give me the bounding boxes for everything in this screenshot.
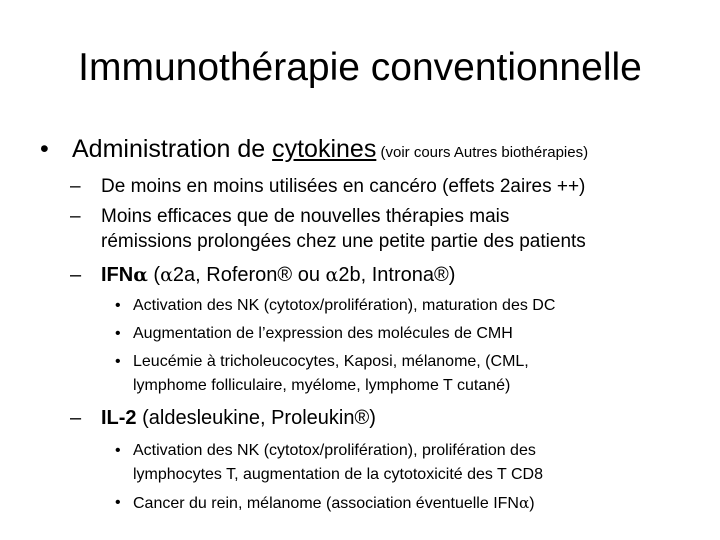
dash-marker: – — [70, 407, 82, 429]
bullet-marker: • — [115, 353, 121, 370]
bullet-marker: • — [115, 442, 121, 459]
slide-title: Immunothérapie conventionnelle — [78, 46, 642, 89]
bullet-marker: • — [115, 325, 121, 342]
slide: Immunothérapie conventionnelle • Administration de cytokines (voir cours Autres biothérapies) – De moins en moins utilisées en cancéro (effets 2aires ++) – Moins efficaces que de nouvelles thérapies mais rémissions prolongées chez une petite partie des patients – IFNα (α2a, Roferon® ou α2b, Introna®) • Activation des NK (cytotox/prolifération), maturation des DC • Augmentation de l’expression des molécules de CMH • Leucémie à tricholeucocytes, Kaposi, mélanome, (CML, lymphome folliculaire, myélome, lymphome T cutané) – IL-2 (aldesleukine, Proleukin®) • Activation des NK (cytotox/prolifération), prolifération des lymphocytes T, augmentation de la cytotoxicité des T CD8 • Cancer du rein, mélanome (association éventuelle IFNα) — [0, 0, 720, 540]
sub-item-text: De moins en moins utilisées en cancéro (effets 2aires ++) — [101, 176, 586, 197]
il2-description: (aldesleukine, Proleukin®) — [136, 407, 376, 429]
dash-marker: – — [70, 206, 81, 227]
bullet-marker: • — [40, 135, 49, 163]
bullet-marker: • — [115, 494, 121, 511]
il2-name: IL-2 — [101, 407, 137, 429]
ifn-name: IFNα — [101, 264, 148, 286]
alpha-symbol: α — [160, 264, 173, 286]
dash-marker: – — [70, 176, 81, 197]
alpha-symbol: α — [325, 264, 339, 286]
point-text: Cancer du rein, mélanome (association éventuelle IFN — [133, 495, 519, 512]
point-text: Activation des NK (cytotox/prolifération), maturation des DC — [133, 297, 556, 314]
sub-item-text-line2: rémissions prolongées chez une petite partie des patients — [101, 231, 586, 252]
bullet-marker: • — [115, 297, 121, 314]
point-text-line2: lymphome folliculaire, myélome, lymphome T cutané) — [133, 377, 511, 394]
point-text-line1: Leucémie à tricholeucocytes, Kaposi, mélanome, (CML, — [133, 353, 529, 370]
bullet-text: Administration de — [72, 135, 273, 163]
alpha-symbol: α — [133, 264, 148, 286]
dash-marker: – — [70, 264, 82, 286]
point-text-line2: lymphocytes T, augmentation de la cytotoxicité des T CD8 — [133, 466, 543, 483]
point-text-line1: Activation des NK (cytotox/prolifération), prolifération des — [133, 442, 536, 459]
cytokines-link-text: cytokines — [272, 135, 377, 163]
reference-note: (voir cours Autres biothérapies) — [376, 144, 589, 161]
alpha-symbol: α — [518, 494, 530, 512]
point-text: Augmentation de l’expression des molécules de CMH — [133, 325, 513, 342]
sub-item-text-line1: Moins efficaces que de nouvelles thérapies mais — [101, 206, 510, 227]
